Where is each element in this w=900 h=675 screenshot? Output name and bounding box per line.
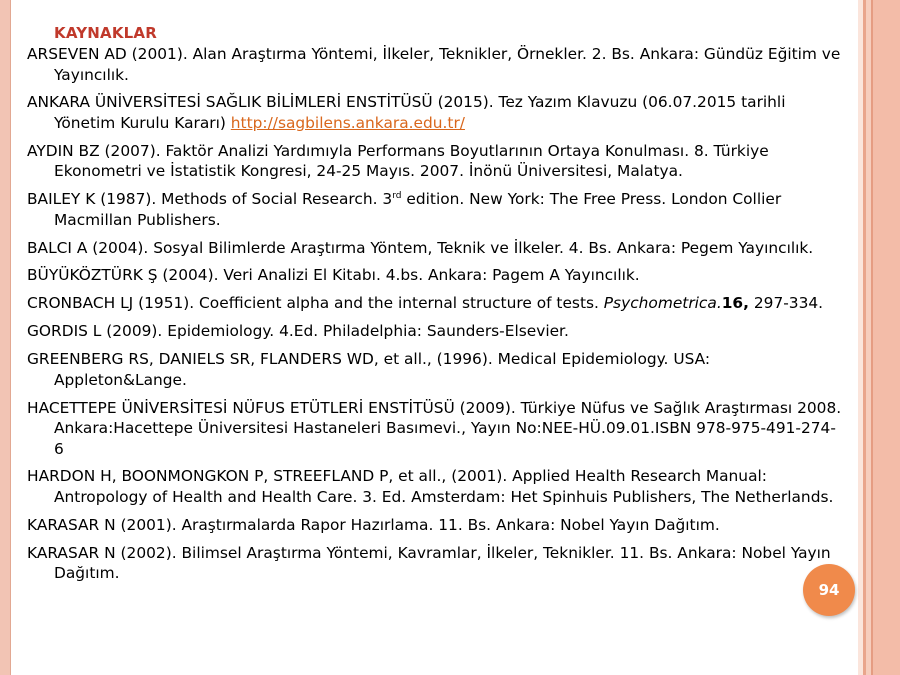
reference-text: BALCI A (2004). Sosyal Bilimlerde Araştırma Yöntem, Teknik ve İlkeler. 4. Bs. Ankara: Pegem Yayıncılık. [27, 238, 814, 257]
reference-text: GREENBERG RS, DANIELS SR, FLANDERS WD, et all., (1996). Medical Epidemiology. USA: Appleton&Lange. [27, 350, 711, 389]
reference-text: KARASAR N (2001). Araştırmalarda Rapor Hazırlama. 11. Bs. Ankara: Nobel Yayın Dağıtım. [27, 515, 720, 534]
journal-name: Psychometrica. [603, 294, 722, 313]
reference-item [27, 238, 842, 259]
reference-text: KARASAR N (2002). Bilimsel Araştırma Yöntemi, Kavramlar, İlkeler, Teknikler. 11. Bs. Ankara: Nobel Yayın Dağıtım. [27, 543, 831, 583]
reference-item [27, 321, 842, 342]
reference-text: CRONBACH LJ (1951). Coefficient alpha and the internal structure of tests. [27, 294, 604, 313]
reference-text: BÜYÜKÖZTÜRK Ş (2004). Veri Analizi El Kitabı. 4.bs. Ankara: Pagem A Yayıncılık. [27, 266, 640, 285]
left-frame-border [0, 0, 11, 675]
reference-item [27, 44, 842, 85]
journal-volume: 16, [721, 294, 749, 313]
reference-item [27, 515, 842, 536]
reference-item [27, 141, 842, 182]
reference-item [27, 92, 842, 133]
reference-text: HARDON H, BOONMONGKON P, STREEFLAND P, et all., (2001). Applied Health Research Manual: Antropology of Health and Health Care. 3. Ed. Amsterdam: Het Spinhuis Publishers, The Netherlands. [27, 467, 834, 506]
reference-text: AYDIN BZ (2007). Faktör Analizi Yardımıyla Performans Boyutlarının Ortaya Konulması. 8. Türkiye Ekonometri ve İstatistik Kongresi, 24-25 Mayıs. 2007. İnönü Üniversitesi, Malatya. [27, 141, 769, 181]
reference-text: edition. New York: The Free Press. London Collier Macmillan Publishers. [54, 190, 782, 229]
reference-item [27, 293, 842, 314]
reference-list [27, 44, 842, 591]
right-frame-border [858, 0, 900, 675]
reference-item [27, 398, 842, 460]
reference-item [27, 189, 842, 230]
reference-text: ARSEVEN AD (2001). Alan Araştırma Yöntemi, İlkeler, Teknikler, Örnekler. 2. Bs. Ankara: Gündüz Eğitim ve Yayıncılık. [27, 45, 841, 84]
page-title: KAYNAKLAR [54, 24, 157, 42]
reference-text: BAILEY K (1987). Methods of Social Research. 3 [27, 190, 393, 209]
reference-item [27, 265, 842, 286]
reference-item [27, 349, 842, 390]
reference-text: ANKARA ÜNİVERSİTESİ SAĞLIK BİLİMLERİ ENSTİTÜSÜ (2015). Tez Yazım Klavuzu (06.07.2015 tarihli Yönetim Kurulu Kararı) [27, 93, 786, 132]
reference-text: HACETTEPE ÜNİVERSİTESİ NÜFUS ETÜTLERİ ENSTİTÜSÜ (2009). Türkiye Nüfus ve Sağlık Araştırması 2008. Ankara:Hacettepe Üniversitesi Hastaneleri Basımevi., Yayın No:NEE-HÜ.09.01.ISBN 978-975-491-274-6 [27, 398, 842, 458]
reference-text: 297-334. [748, 294, 824, 313]
reference-text: GORDIS L (2009). Epidemiology. 4.Ed. Philadelphia: Saunders-Elsevier. [27, 322, 569, 341]
reference-item [27, 466, 842, 507]
page-number-badge: 94 [803, 564, 855, 616]
reference-link[interactable]: http://sagbilens.ankara.edu.tr/ [230, 113, 465, 132]
reference-item [27, 543, 842, 584]
reference-superscript: rd [392, 191, 402, 202]
